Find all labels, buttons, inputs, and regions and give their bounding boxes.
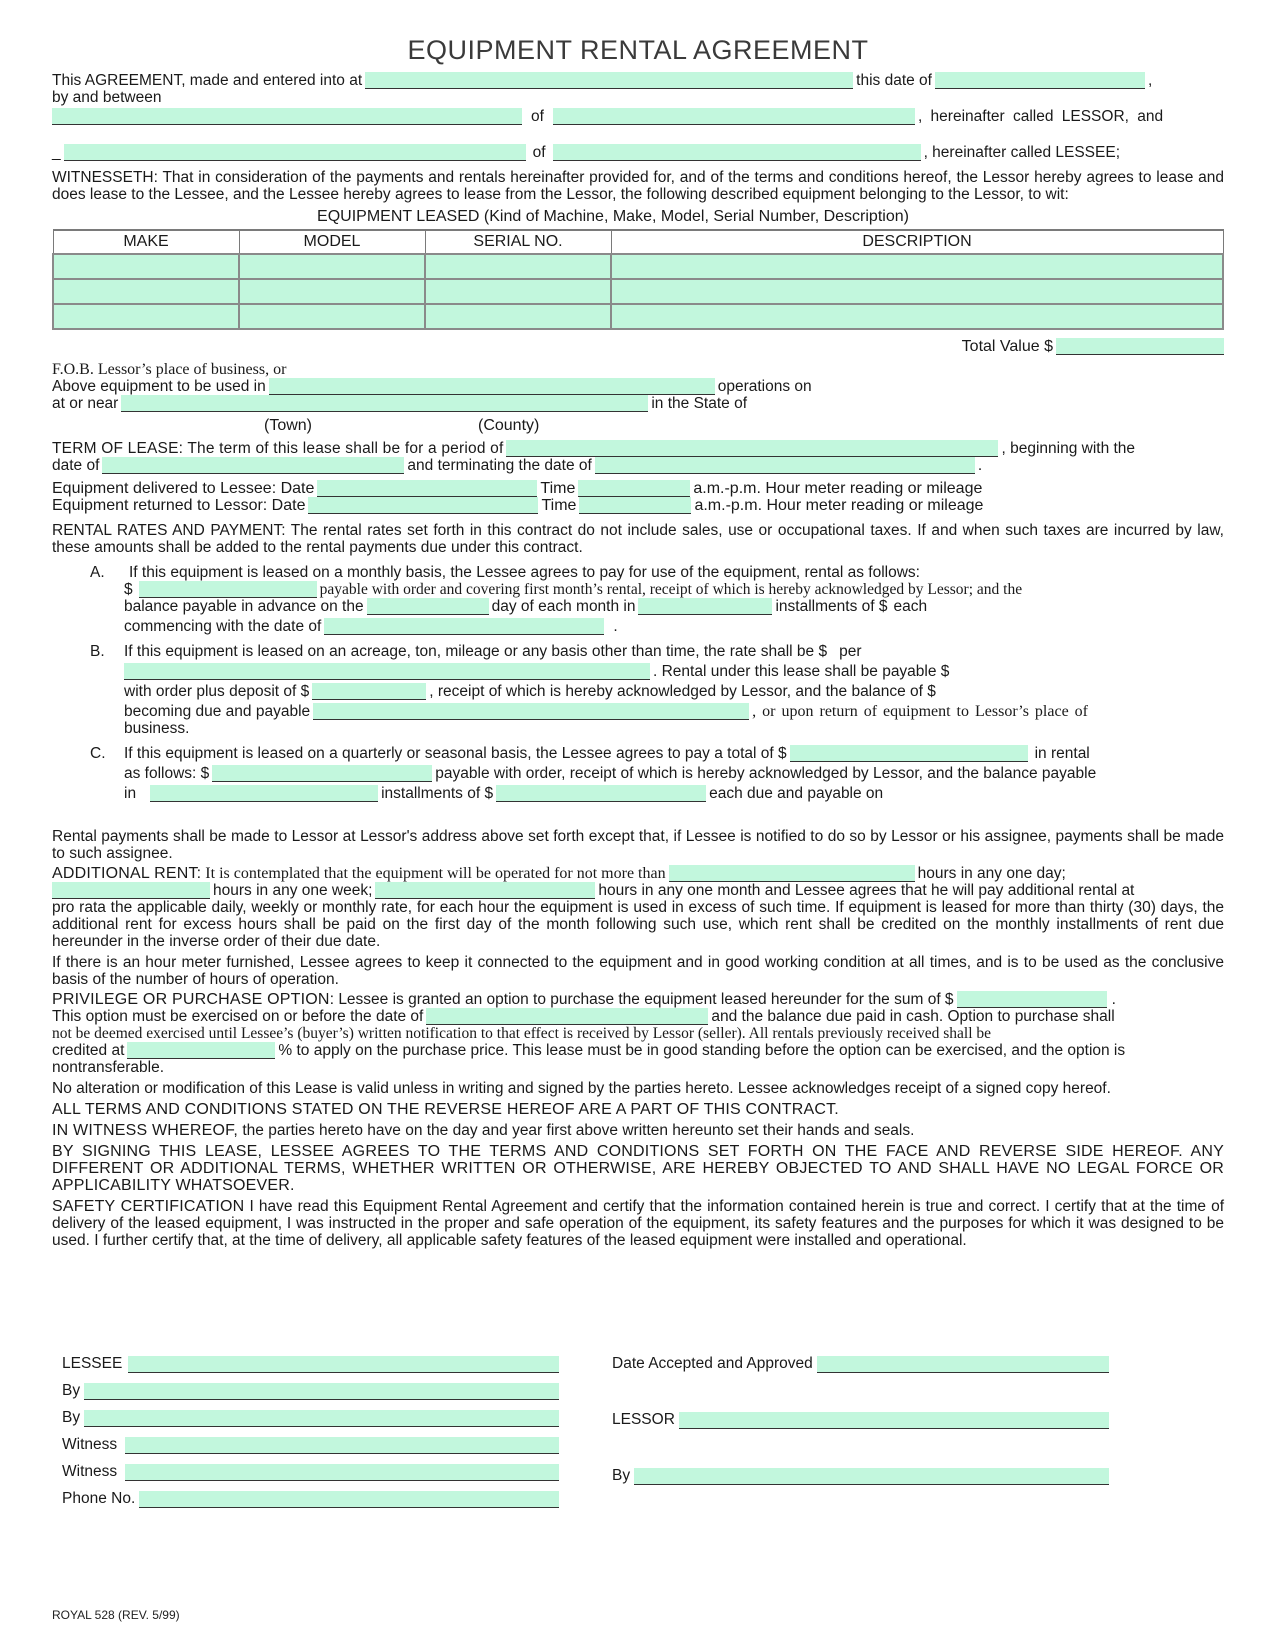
purchase-option-line-1 [52,991,1224,1008]
form-number: ROYAL 528 (REV. 5/99) [52,1608,180,1622]
hours-day-field[interactable] [669,865,915,882]
first-month-field[interactable] [139,581,317,598]
table-row [53,304,1223,329]
town-county-field[interactable] [121,395,648,412]
dollar-sign: $ [124,581,133,598]
make-cell[interactable] [53,254,239,279]
no-alteration-text: No alteration or modification of this Lease is valid unless in writing and signed by the parties hereto. Lessee acknowledges receipt of a signed copy hereof. [52,1080,1111,1097]
a-payable-text: payable with order and covering first month’s rental, receipt of which is hereby acknowledged by Lessor; and the [319,581,1023,598]
hours-month-label: hours in any one month and Lessee agrees that he will pay additional rental at [598,882,1135,899]
option-date-field[interactable] [426,1008,708,1025]
section-letter: B. [90,643,105,660]
fob-label: F.O.B. Lessor’s place of business, or [52,361,287,378]
b-line-1 [124,643,1204,660]
additional-rent-text: It is contemplated that the equipment will be operated for not more than [205,865,666,882]
equipment-table [52,229,1224,330]
section-letter: A. [90,564,105,581]
as-follows-label: as follows: $ [124,765,210,782]
lessee-address-field[interactable] [553,144,921,161]
a-line-4 [124,618,1204,635]
in-label: in [124,785,137,802]
used-in-label: Above equipment to be used in [52,378,266,395]
town-caption: (Town) [264,417,313,434]
lessor-signature-block [612,1346,1112,1485]
additional-rent-label: ADDITIONAL RENT: [52,865,202,882]
of-label: of [531,108,544,125]
table-row [53,279,1223,304]
period: . [613,618,618,635]
witness-field-1[interactable] [125,1437,559,1454]
description-cell[interactable] [611,304,1223,329]
in-rental-label: in rental [1034,745,1090,762]
safety-certification-text [52,1198,1224,1249]
in-witness-text [52,1122,1224,1139]
becoming-due-field[interactable] [313,703,749,720]
lessor-by-field[interactable] [634,1468,1109,1485]
total-value-label: Total Value $ [961,338,1053,355]
lessor-address-field[interactable] [553,108,915,125]
additional-rent-line-2 [52,882,1224,899]
by-row [62,1400,562,1427]
safety-rest: I have read this Equipment Rental Agreement and certify that the information contained herein is true and correct. I certify that at the time of delivery of the leased equipment, I was instructed in the proper and safe operation of the equipment, its safety features and the purposes for which it was designed to be used. I further certify that, at the time of delivery, all applicable safety features of the leased equipment were installed and operational. [52,1198,1224,1249]
state-label: in the State of [651,395,748,412]
lessee-called-label: , hereinafter called LESSEE; [923,144,1121,161]
rental-rates-text: RENTAL RATES AND PAYMENT: The rental rates set forth in this contract do not include sales, use or occupational taxes. If and when such taxes are incurred by law, these amounts shall be added to the rental payments due under this contract. [52,522,1224,556]
lessee-signature-block [62,1346,562,1508]
nontransferable-label: nontransferable. [52,1059,165,1076]
beginning-label: , beginning with the [1001,440,1136,457]
additional-rent-details: pro rata the applicable daily, weekly or monthly rate, for each hour the equipment is used in excess of such time. If equipment is leased for more than thirty (30) days, the additional rent for excess hours shall be paid on the first day of the month following such use, which rent shall be credited on the monthly installments of rent due hereunder in the inverse order of their due date. [52,899,1224,950]
period: . [977,457,983,474]
purchase-option-line-4 [52,1042,1224,1059]
time-label: Time [541,497,577,514]
county-caption: (County) [478,417,540,434]
intro-line-4 [52,127,1224,144]
date-accepted-field[interactable] [817,1356,1109,1373]
lessee-by-field-2[interactable] [84,1410,559,1427]
phone-field[interactable] [139,1491,559,1508]
percent-text: % to apply on the purchase price. This lease must be in good standing before the option can be exercised, and the option is [278,1042,1126,1059]
delivered-label: Equipment delivered to Lessee: Date [52,480,315,497]
with-order-label: with order plus deposit of $ [124,683,310,700]
agreement-date-field[interactable] [935,72,1145,89]
column-header-model: MODEL [239,230,425,254]
exercised-label: This option must be exercised on or before the date of [52,1008,424,1025]
witness-row [62,1427,562,1454]
term-line-1 [52,440,1224,457]
phone-row [62,1481,562,1508]
column-header-serial: SERIAL NO. [425,230,611,254]
commencing-label: commencing with the date of [124,618,322,635]
section-letter: C. [90,745,106,762]
meter-label: a.m.-p.m. Hour meter reading or mileage [694,497,984,514]
make-cell[interactable] [53,279,239,304]
witness-row [62,1454,562,1481]
c-installments-field[interactable] [150,785,378,802]
as-follows-field[interactable] [212,765,432,782]
model-cell[interactable] [239,304,425,329]
by-label: By [62,1382,81,1399]
by-label: By [612,1467,631,1484]
term-period-field[interactable] [506,440,998,457]
installments-label: installments of $ [381,785,494,802]
equipment-heading: EQUIPMENT LEASED (Kind of Machine, Make, Model, Serial Number, Description) [317,208,909,225]
document-title: EQUIPMENT RENTAL AGREEMENT [407,35,869,65]
c-line-4 [124,805,1204,822]
used-in-line [52,378,1224,395]
make-cell[interactable] [53,304,239,329]
lessor-called-label: , hereinafter called LESSOR, and [917,108,1164,125]
purchase-option-label: PRIVILEGE OR PURCHASE OPTION: [52,991,335,1008]
made-at-label: This AGREEMENT, made and entered into at [52,72,363,89]
b-line-4 [124,703,1204,720]
returned-label: Equipment returned to Lessor: Date [52,497,306,514]
intro-line-3 [52,108,1224,125]
b-line-3 [124,683,1204,700]
b-intro-text: If this equipment is leased on an acreage, ton, mileage or any basis other than time, the rate shall be $ [124,643,828,660]
used-in-field[interactable] [269,378,715,395]
a-line-3 [124,598,1204,615]
serial-cell[interactable] [425,254,611,279]
total-value-line [52,338,1224,355]
delivered-time-field[interactable] [578,480,690,497]
serial-cell[interactable] [425,304,611,329]
hours-week-label: hours in any one week; [213,882,373,899]
c-intro-text: If this equipment is leased on a quarterly or seasonal basis, the Lessee agrees to pay a total of $ [124,745,787,762]
day-field[interactable] [367,598,489,615]
lessee-by-field-1[interactable] [84,1383,559,1400]
by-row [62,1373,562,1400]
start-date-field[interactable] [102,457,404,474]
installments-label: installments of $ [775,598,888,615]
c-line-1 [124,745,1204,762]
hours-week-field[interactable] [52,882,210,899]
witness-label: Witness [62,1463,118,1480]
credited-at-label: credited at [52,1042,125,1059]
model-cell[interactable] [239,254,425,279]
purchase-option-text: Lessee is granted an option to purchase the equipment leased hereunder for the sum of $ [338,991,954,1008]
rate-unit-field[interactable] [124,663,650,680]
c-installment-amount-field[interactable] [496,785,706,802]
term-line-2 [52,457,1224,474]
all-terms-text: ALL TERMS AND CONDITIONS STATED ON THE REVERSE HEREOF ARE A PART OF THIS CONTRACT. [52,1101,839,1118]
agreement-form [52,34,1224,1249]
column-header-make: MAKE [53,230,239,254]
witnesseth-text: WITNESSETH: That in consideration of the payments and rentals hereinafter provided for, and of the terms and conditions hereof, the Lessor hereby agrees to lease and does lease to the Lessee, and the Lessee hereby agrees to lease from the Lessor, the following described equipment belonging to the Lessor, to wit: [52,169,1224,203]
c-line-3 [124,785,1204,802]
terminating-label: and terminating the date of [407,457,592,474]
table-row [53,254,1223,279]
underscore: _ [52,144,61,161]
time-label: Time [540,480,576,497]
a-intro-text: If this equipment is leased on a monthly basis, the Lessee agrees to pay for use of the equipment, rental as follows: [129,564,920,581]
balance-label: balance payable in advance on the [124,598,364,615]
day-each-label: day of each month in [491,598,636,615]
lessee-name-field[interactable] [64,144,526,161]
section-c [52,745,1224,822]
witness-label: Witness [62,1436,118,1453]
each-due-label: each due and payable on [709,785,884,802]
lessor-signature-field[interactable] [679,1412,1109,1429]
receipt-label: , receipt of which is hereby acknowledged by Lessor, and the balance of $ [429,683,936,700]
purchase-option-line-5 [52,1059,1224,1076]
fob-line [52,361,1224,378]
each-label: each [893,598,928,615]
of-label: of [532,144,546,161]
lessor-label: LESSOR [612,1411,675,1428]
description-cell[interactable] [611,254,1223,279]
not-deemed-text: not be deemed exercised until Lessee’s (buyer’s) written notification to that effect is received by Lessor (seller). All rentals previously received shall be [52,1025,992,1042]
at-or-near-label: at or near [52,395,119,412]
intro-line-1 [52,72,1224,89]
at-or-near-line [52,395,1224,412]
c-line-2 [124,765,1204,782]
intro-line-2 [52,89,1224,106]
in-witness-label: IN WITNESS WHEREOF, [52,1122,239,1139]
commencing-date-field[interactable] [324,618,604,635]
hours-day-label: hours in any one day; [917,865,1066,882]
total-rental-field[interactable] [790,745,1028,762]
by-label: By [62,1409,81,1426]
payable-with-order-label: payable with order, receipt of which is hereby acknowledged by Lessor, and the balance payable [435,765,1097,782]
lessor-name-field[interactable] [52,108,522,125]
lessee-label: LESSEE [62,1355,123,1372]
comma: , [1147,72,1153,89]
hours-month-field[interactable] [375,882,595,899]
b-line-2 [124,663,1204,680]
delivered-date-field[interactable] [317,480,537,497]
returned-line [52,497,1224,514]
purchase-option-line-2 [52,1008,1224,1025]
deposit-field[interactable] [312,683,426,700]
town-county-captions [52,412,1224,436]
returned-date-field[interactable] [308,497,538,514]
meter-label: a.m.-p.m. Hour meter reading or mileage [693,480,983,497]
section-b [52,643,1224,737]
witness-field-2[interactable] [125,1464,559,1481]
balance-due-label: and the balance due paid in cash. Option to purchase shall [711,1008,1115,1025]
delivered-line [52,480,1224,497]
a-line-2 [124,581,1204,598]
rental-payable-label: . Rental under this lease shall be payable $ [653,663,950,680]
operations-on-label: operations on [717,378,812,395]
by-signing-text: BY SIGNING THIS LEASE, LESSEE AGREES TO THE TERMS AND CONDITIONS SET FORTH ON THE FACE AND REVERSE SIDE HEREOF. ANY DIFFERENT OR ADDITIONAL TERMS, WHETHER WRITTEN OR OTHERWISE, ARE HEREBY OBJECTED TO AND SHALL HAVE NO LEGAL FORCE OR APPLICABILITY WHATSOEVER. [52,1143,1224,1194]
date-accepted-label: Date Accepted and Approved [612,1355,813,1372]
lessee-signature-field[interactable] [128,1356,559,1373]
hour-meter-text: If there is an hour meter furnished, Lessee agrees to keep it connected to the equipment and in good working condition at all times, and is to be used as the conclusive basis of the number of hours of operation. [52,954,1224,988]
lessor-by-row [612,1458,1112,1485]
period: . [1111,991,1116,1008]
business-label: business. [124,720,190,737]
lessor-row [612,1402,1112,1429]
in-witness-rest: the parties hereto have on the day and year first above written hereunto set their hands and seals. [242,1122,915,1139]
term-label: TERM OF LEASE: The term of this lease shall be for a period of [52,440,504,457]
date-of-label: date of [52,457,100,474]
additional-rent-line-1 [52,865,1224,882]
installments-count-field[interactable] [638,598,772,615]
a-line-1 [124,564,1204,581]
purchase-sum-field[interactable] [957,991,1107,1008]
by-and-between-label: by and between [52,89,162,106]
column-header-description: DESCRIPTION [611,230,1223,254]
phone-label: Phone No. [62,1490,136,1507]
safety-label: SAFETY CERTIFICATION [52,1198,245,1215]
total-value-field[interactable] [1056,338,1224,355]
place-field[interactable] [365,72,853,89]
date-accepted-row [612,1346,1112,1373]
description-cell[interactable] [611,279,1223,304]
date-of-label: this date of [856,72,932,89]
returned-time-field[interactable] [579,497,691,514]
end-date-field[interactable] [595,457,975,474]
b-line-5 [124,720,1204,737]
serial-cell[interactable] [425,279,611,304]
purchase-option-line-3 [52,1025,1224,1042]
becoming-due-label: becoming due and payable [124,703,311,720]
rental-payments-text: Rental payments shall be made to Lessor at Lessor's address above set forth except that, if Lessee is notified to do so by Lessor or his assignee, payments shall be made to such assignee. [52,828,1224,862]
or-upon-label: , or upon return of equipment to Lessor’s place of [752,703,1088,720]
per-label: per [839,643,862,660]
section-a [52,564,1224,635]
lessee-row [62,1346,562,1373]
credit-percent-field[interactable] [127,1042,275,1059]
model-cell[interactable] [239,279,425,304]
intro-line-5 [52,144,1224,161]
